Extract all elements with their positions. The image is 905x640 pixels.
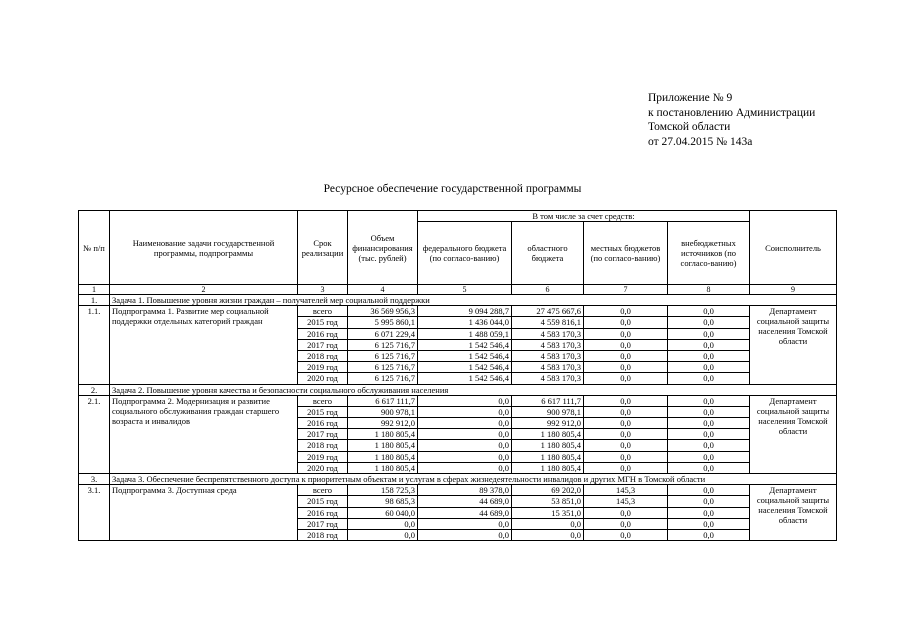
header-num: № п/п — [79, 211, 110, 285]
cell-regional: 27 475 667,6 — [512, 306, 584, 317]
cell-local: 0,0 — [584, 429, 668, 440]
column-number: 2 — [110, 285, 298, 295]
cell-term: 2018 год — [298, 529, 348, 540]
cell-local: 0,0 — [584, 529, 668, 540]
coexecutor: Департамент социальной защиты населения Томской области — [750, 306, 837, 384]
resource-table — [78, 210, 837, 541]
cell-extra: 0,0 — [668, 339, 750, 350]
cell-federal: 0,0 — [418, 440, 512, 451]
coexecutor: Департамент социальной защиты населения Томской области — [750, 395, 837, 473]
cell-volume: 5 995 860,1 — [348, 317, 418, 328]
cell-local: 0,0 — [584, 451, 668, 462]
cell-regional: 900 978,1 — [512, 406, 584, 417]
cell-term: 2017 год — [298, 339, 348, 350]
cell-extra: 0,0 — [668, 328, 750, 339]
cell-volume: 0,0 — [348, 529, 418, 540]
cell-extra: 0,0 — [668, 362, 750, 373]
cell-volume: 6 071 229,4 — [348, 328, 418, 339]
document-title: Ресурсное обеспечение государственной программы — [323, 183, 582, 195]
task-number: 2. — [79, 384, 110, 395]
header-name: Наименование задачи государственной программы, подпрограммы — [110, 211, 298, 285]
cell-federal: 89 378,0 — [418, 485, 512, 496]
cell-volume: 6 125 716,7 — [348, 350, 418, 361]
cell-regional: 69 202,0 — [512, 485, 584, 496]
cell-regional: 4 583 170,3 — [512, 339, 584, 350]
cell-term: всего — [298, 306, 348, 317]
cell-volume: 992 912,0 — [348, 418, 418, 429]
cell-federal: 9 094 288,7 — [418, 306, 512, 317]
header-sources-group: В том числе за счет средств: — [418, 211, 750, 222]
cell-local: 0,0 — [584, 339, 668, 350]
cell-federal: 44 689,0 — [418, 496, 512, 507]
cell-federal: 1 542 546,4 — [418, 339, 512, 350]
header-volume: Объем финансирования (тыс. рублей) — [348, 211, 418, 285]
cell-local: 145,3 — [584, 496, 668, 507]
subprogram-number: 3.1. — [79, 485, 110, 541]
cell-federal: 1 542 546,4 — [418, 362, 512, 373]
cell-volume: 6 617 111,7 — [348, 395, 418, 406]
cell-term: 2017 год — [298, 429, 348, 440]
cell-term: 2015 год — [298, 406, 348, 417]
cell-volume: 36 569 956,3 — [348, 306, 418, 317]
cell-extra: 0,0 — [668, 317, 750, 328]
cell-federal: 1 542 546,4 — [418, 350, 512, 361]
cell-volume: 1 180 805,4 — [348, 462, 418, 473]
cell-federal: 0,0 — [418, 395, 512, 406]
cell-extra: 0,0 — [668, 429, 750, 440]
cell-extra: 0,0 — [668, 440, 750, 451]
cell-regional: 1 180 805,4 — [512, 451, 584, 462]
table-row — [79, 395, 837, 406]
cell-local: 0,0 — [584, 418, 668, 429]
task-number: 1. — [79, 295, 110, 306]
cell-extra: 0,0 — [668, 462, 750, 473]
cell-federal: 0,0 — [418, 451, 512, 462]
column-number: 4 — [348, 285, 418, 295]
cell-extra: 0,0 — [668, 451, 750, 462]
cell-regional: 15 351,0 — [512, 507, 584, 518]
column-number-row — [79, 285, 837, 295]
task-title: Задача 1. Повышение уровня жизни граждан – получателей мер социальной поддержки — [110, 295, 837, 306]
cell-term: 2020 год — [298, 462, 348, 473]
appendix-line: Томской области — [648, 121, 731, 133]
cell-term: 2016 год — [298, 418, 348, 429]
cell-local: 0,0 — [584, 362, 668, 373]
cell-regional: 1 180 805,4 — [512, 429, 584, 440]
cell-term: 2018 год — [298, 440, 348, 451]
cell-volume: 158 725,3 — [348, 485, 418, 496]
appendix-line: Приложение № 9 — [648, 92, 733, 104]
task-row — [79, 295, 837, 306]
header-regional: областного бюджета — [512, 222, 584, 285]
cell-volume: 1 180 805,4 — [348, 429, 418, 440]
cell-term: 2017 год — [298, 518, 348, 529]
subprogram-name: Подпрограмма 1. Развитие мер социальной поддержки отдельных категорий граждан — [110, 306, 298, 384]
appendix-line: к постановлению Администрации — [648, 106, 816, 119]
header-federal: федерального бюджета (по согласо-ванию) — [418, 222, 512, 285]
cell-federal: 0,0 — [418, 529, 512, 540]
cell-local: 0,0 — [584, 440, 668, 451]
task-title: Задача 2. Повышение уровня качества и безопасности социального обслуживания населения — [110, 384, 837, 395]
cell-volume: 60 040,0 — [348, 507, 418, 518]
cell-regional: 4 583 170,3 — [512, 362, 584, 373]
task-row — [79, 474, 837, 485]
column-number: 8 — [668, 285, 750, 295]
cell-extra: 0,0 — [668, 395, 750, 406]
header-extra: внебюджетных источников (по согласо-ванию) — [668, 222, 750, 285]
cell-local: 0,0 — [584, 406, 668, 417]
cell-regional: 6 617 111,7 — [512, 395, 584, 406]
subprogram-name: Подпрограмма 2. Модернизация и развитие социального обслуживания граждан старшего возраста и инвалидов — [110, 395, 298, 473]
cell-local: 0,0 — [584, 328, 668, 339]
column-number: 6 — [512, 285, 584, 295]
cell-regional: 53 851,0 — [512, 496, 584, 507]
cell-federal: 0,0 — [418, 518, 512, 529]
coexecutor: Департамент социальной защиты населения Томской области — [750, 485, 837, 541]
cell-volume: 6 125 716,7 — [348, 373, 418, 384]
cell-local: 0,0 — [584, 306, 668, 317]
header-term: Срок реализации — [298, 211, 348, 285]
cell-volume: 900 978,1 — [348, 406, 418, 417]
cell-regional: 4 559 816,1 — [512, 317, 584, 328]
task-row — [79, 384, 837, 395]
table-body — [79, 295, 837, 541]
cell-extra: 0,0 — [668, 485, 750, 496]
table-row — [79, 485, 837, 496]
cell-local: 0,0 — [584, 507, 668, 518]
cell-term: 2020 год — [298, 373, 348, 384]
cell-federal: 1 436 044,0 — [418, 317, 512, 328]
task-number: 3. — [79, 474, 110, 485]
cell-volume: 1 180 805,4 — [348, 440, 418, 451]
subprogram-number: 2.1. — [79, 395, 110, 473]
cell-volume: 1 180 805,4 — [348, 451, 418, 462]
cell-local: 145,3 — [584, 485, 668, 496]
cell-local: 0,0 — [584, 317, 668, 328]
cell-federal: 0,0 — [418, 418, 512, 429]
cell-volume: 6 125 716,7 — [348, 339, 418, 350]
cell-local: 0,0 — [584, 395, 668, 406]
cell-local: 0,0 — [584, 518, 668, 529]
cell-extra: 0,0 — [668, 496, 750, 507]
cell-federal: 0,0 — [418, 429, 512, 440]
column-number: 9 — [750, 285, 837, 295]
column-number: 5 — [418, 285, 512, 295]
cell-extra: 0,0 — [668, 507, 750, 518]
cell-regional: 0,0 — [512, 529, 584, 540]
cell-term: 2015 год — [298, 496, 348, 507]
cell-term: всего — [298, 395, 348, 406]
cell-federal: 0,0 — [418, 406, 512, 417]
cell-regional: 1 180 805,4 — [512, 462, 584, 473]
cell-regional: 1 180 805,4 — [512, 440, 584, 451]
cell-regional: 992 912,0 — [512, 418, 584, 429]
cell-regional: 4 583 170,3 — [512, 373, 584, 384]
cell-term: всего — [298, 485, 348, 496]
column-number: 3 — [298, 285, 348, 295]
cell-extra: 0,0 — [668, 350, 750, 361]
cell-volume: 6 125 716,7 — [348, 362, 418, 373]
header-coexecutor: Соисполнитель — [750, 211, 837, 285]
cell-federal: 1 488 059,1 — [418, 328, 512, 339]
cell-volume: 98 685,3 — [348, 496, 418, 507]
cell-term: 2016 год — [298, 328, 348, 339]
cell-volume: 0,0 — [348, 518, 418, 529]
cell-regional: 0,0 — [512, 518, 584, 529]
cell-extra: 0,0 — [668, 529, 750, 540]
cell-extra: 0,0 — [668, 306, 750, 317]
cell-local: 0,0 — [584, 350, 668, 361]
cell-federal: 0,0 — [418, 462, 512, 473]
task-title: Задача 3. Обеспечение беспрепятственного доступа к приоритетным объектам и услугам в сферах жизнедеятельности инвалидов и других МГН в Томской области — [110, 474, 837, 485]
cell-extra: 0,0 — [668, 373, 750, 384]
subprogram-number: 1.1. — [79, 306, 110, 384]
cell-extra: 0,0 — [668, 518, 750, 529]
cell-extra: 0,0 — [668, 418, 750, 429]
cell-term: 2016 год — [298, 507, 348, 518]
appendix-header — [648, 91, 888, 149]
table-row — [79, 306, 837, 317]
column-number: 7 — [584, 285, 668, 295]
cell-term: 2019 год — [298, 451, 348, 462]
cell-federal: 1 542 546,4 — [418, 373, 512, 384]
cell-extra: 0,0 — [668, 406, 750, 417]
header-local: местных бюджетов (по согласо-ванию) — [584, 222, 668, 285]
subprogram-name: Подпрограмма 3. Доступная среда — [110, 485, 298, 541]
cell-federal: 44 689,0 — [418, 507, 512, 518]
column-number: 1 — [79, 285, 110, 295]
cell-term: 2019 год — [298, 362, 348, 373]
cell-term: 2018 год — [298, 350, 348, 361]
cell-term: 2015 год — [298, 317, 348, 328]
cell-regional: 4 583 170,3 — [512, 328, 584, 339]
cell-local: 0,0 — [584, 373, 668, 384]
cell-local: 0,0 — [584, 462, 668, 473]
cell-regional: 4 583 170,3 — [512, 350, 584, 361]
appendix-line: от 27.04.2015 № 143а — [648, 135, 753, 148]
